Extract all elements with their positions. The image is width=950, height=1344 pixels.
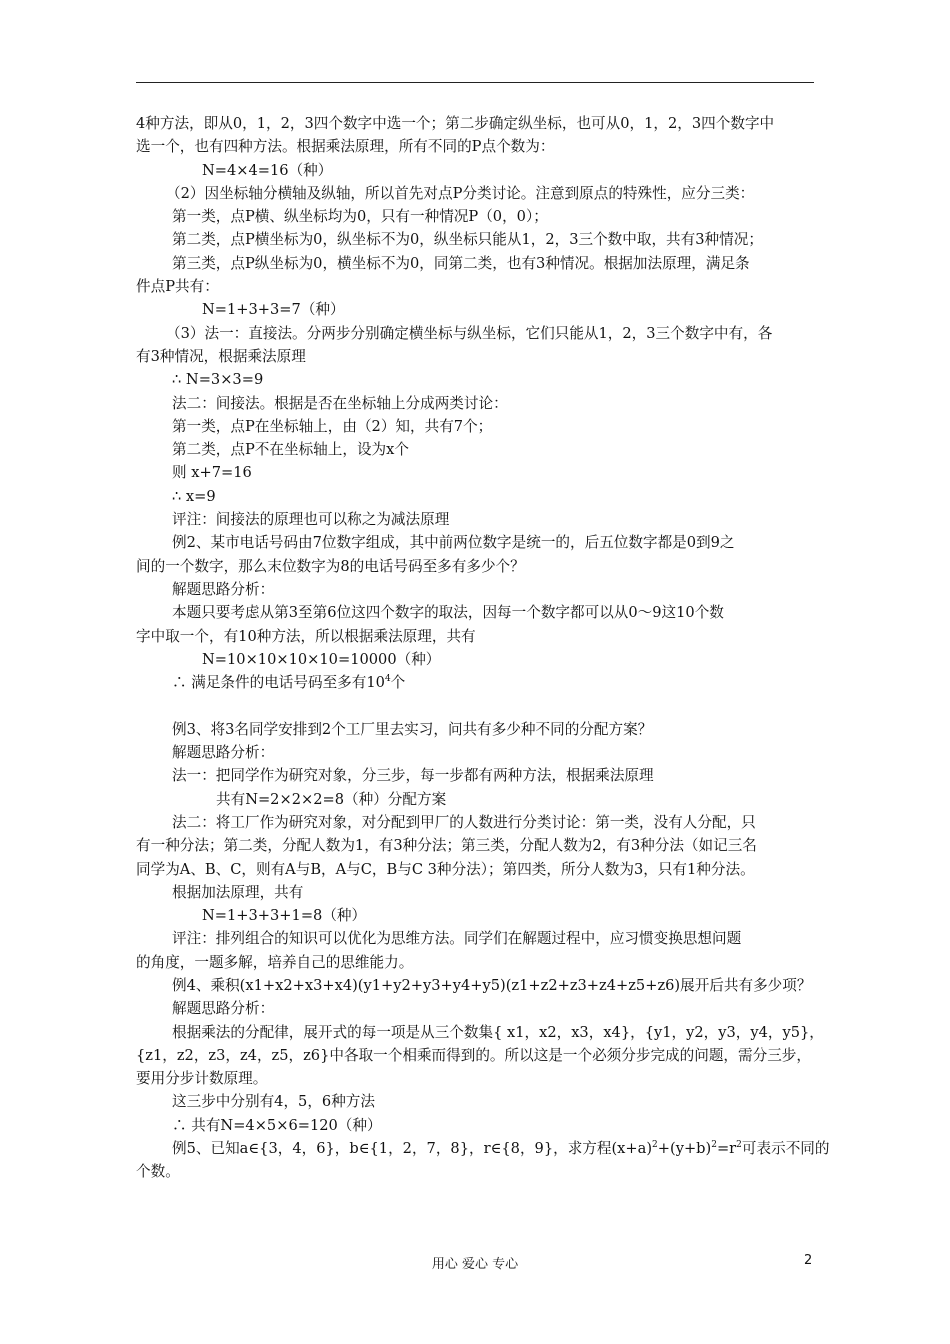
text-line: 法二：间接法。根据是否在坐标轴上分成两类讨论： xyxy=(172,394,508,412)
formula-line: N=4×4=16（种） xyxy=(202,161,333,179)
text-line: 有3种情况，根据乘法原理 xyxy=(136,347,306,365)
text-line: 例4、乘积(x1+x2+x3+x4)(y1+y2+y3+y4+y5)(z1+z2+z3+z4+z5+z6)展开后共有多少项？ xyxy=(172,976,812,994)
text-line: （3）法一：直接法。分两步分别确定横坐标与纵坐标，它们只能从1，2，3三个数字中有，各 xyxy=(166,324,773,342)
formula-line: N=1+3+3=7（种） xyxy=(202,301,345,319)
formula-line: ∴ x=9 xyxy=(172,487,216,505)
text-line xyxy=(136,671,816,694)
text-line: 间的一个数字，那么末位数字为8的电话号码至多有多少个？ xyxy=(136,557,525,575)
text-segment: 个 xyxy=(390,674,406,692)
text-line: {z1，z2，z3，z4，z5，z6}中各取一个相乘而得到的。所以这是一个必须分步完成的问题，需分三步， xyxy=(136,1046,811,1064)
blank-line xyxy=(136,694,816,717)
superscript: 2 xyxy=(652,1140,658,1151)
header-rule xyxy=(136,82,814,83)
text-line: 要用分步计数原理。 xyxy=(136,1070,268,1088)
text-line: 第三类，点P纵坐标为0，横坐标不为0，同第二类，也有3种情况。根据加法原理，满足条 xyxy=(172,254,750,272)
text-line: 评注：间接法的原理也可以称之为减法原理 xyxy=(172,511,450,529)
footer-motto: 用心 爱心 专心 xyxy=(431,1257,519,1272)
text-line: 有一种分法；第二类，分配人数为1，有3种分法；第三类，分配人数为2，有3种分法（如记三名 xyxy=(136,837,757,855)
text-line: 共有N=2×2×2=8（种）分配方案 xyxy=(216,790,447,808)
text-line: 解题思路分析： xyxy=(172,744,275,762)
superscript: 2 xyxy=(736,1140,742,1151)
superscript: 4 xyxy=(384,674,391,685)
text-line xyxy=(136,1137,830,1160)
text-line: 法二：将工厂作为研究对象，对分配到甲厂的人数进行分类讨论：第一类，没有人分配，只 xyxy=(172,813,756,831)
text-line: 件点P共有： xyxy=(136,278,219,296)
text-segment: 可表示不同的 xyxy=(741,1140,830,1158)
text-segment: =r xyxy=(716,1140,737,1158)
text-line: 根据加法原理，共有 xyxy=(172,883,304,901)
text-line: 根据乘法的分配律，展开式的每一项是从三个数集{ x1，x2，x3，x4}，{y1，y2，y3，y4，y5}， xyxy=(172,1023,824,1041)
text-segment: 例5、已知a∈{3，4，6}，b∈{1，2，7，8}，r∈{8，9}，求方程(x+a) xyxy=(172,1140,653,1158)
page-number: 2 xyxy=(804,1253,813,1268)
text-line: 本题只要考虑从第3至第6位这四个数字的取法，因每一个数字都可以从0～9这10个数 xyxy=(172,604,724,622)
formula-line: ∴ N=3×3=9 xyxy=(172,371,264,389)
superscript: 2 xyxy=(711,1140,717,1151)
text-line: 例2、某市电话号码由7位数字组成，其中前两位数字是统一的，后五位数字都是0到9之 xyxy=(172,534,735,552)
text-segment: ∴ 满足条件的电话号码至多有10 xyxy=(172,674,385,692)
formula-line: N=10×10×10×10=10000（种） xyxy=(202,650,441,668)
text-line: 4种方法，即从0，1，2，3四个数字中选一个；第二步确定纵坐标，也可从0，1，2，3四个数字中 xyxy=(136,115,775,132)
text-line: 同学为A、B、C，则有A与B，A与C，B与C 3种分法）；第四类，所分人数为3，只有1种分法。 xyxy=(136,860,755,878)
text-line: 解题思路分析： xyxy=(172,580,275,598)
text-line: 法一：把同学作为研究对象，分三步，每一步都有两种方法，根据乘法原理 xyxy=(172,767,654,785)
text-line: 字中取一个，有10种方法，所以根据乘法原理，共有 xyxy=(136,627,476,645)
text-line: 这三步中分别有4，5，6种方法 xyxy=(172,1093,375,1111)
text-line: 解题思路分析： xyxy=(172,1000,275,1018)
formula-line: ∴ 共有N=4×5×6=120（种） xyxy=(172,1116,382,1134)
text-line: 第二类，点P不在坐标轴上，设为x个 xyxy=(172,441,409,459)
text-line: 例3、将3名同学安排到2个工厂里去实习，问共有多少种不同的分配方案？ xyxy=(172,720,653,738)
formula-line: 则 x+7=16 xyxy=(172,464,252,482)
text-line: 选一个，也有四种方法。根据乘法原理，所有不同的P点个数为： xyxy=(136,138,555,156)
text-line: 第一类，点P横、纵坐标均为0，只有一种情况P（0，0）； xyxy=(172,208,548,226)
text-line: 的角度，一题多解，培养自己的思维能力。 xyxy=(136,953,414,971)
text-line: （2）因坐标轴分横轴及纵轴，所以首先对点P分类讨论。注意到原点的特殊性，应分三类： xyxy=(166,184,755,202)
formula-line: N=1+3+3+1=8（种） xyxy=(202,907,367,925)
text-line: 个数。 xyxy=(136,1163,180,1181)
text-line: 评注：排列组合的知识可以优化为思维方法。同学们在解题过程中，应习惯变换思想问题 xyxy=(172,930,742,948)
text-segment: +(y+b) xyxy=(657,1140,712,1158)
text-line: 第二类，点P横坐标为0，纵坐标不为0，纵坐标只能从1，2，3三个数中取，共有3种情况； xyxy=(172,231,763,249)
text-line: 第一类，点P在坐标轴上，由（2）知，共有7个； xyxy=(172,417,493,435)
document-body xyxy=(136,112,830,1184)
